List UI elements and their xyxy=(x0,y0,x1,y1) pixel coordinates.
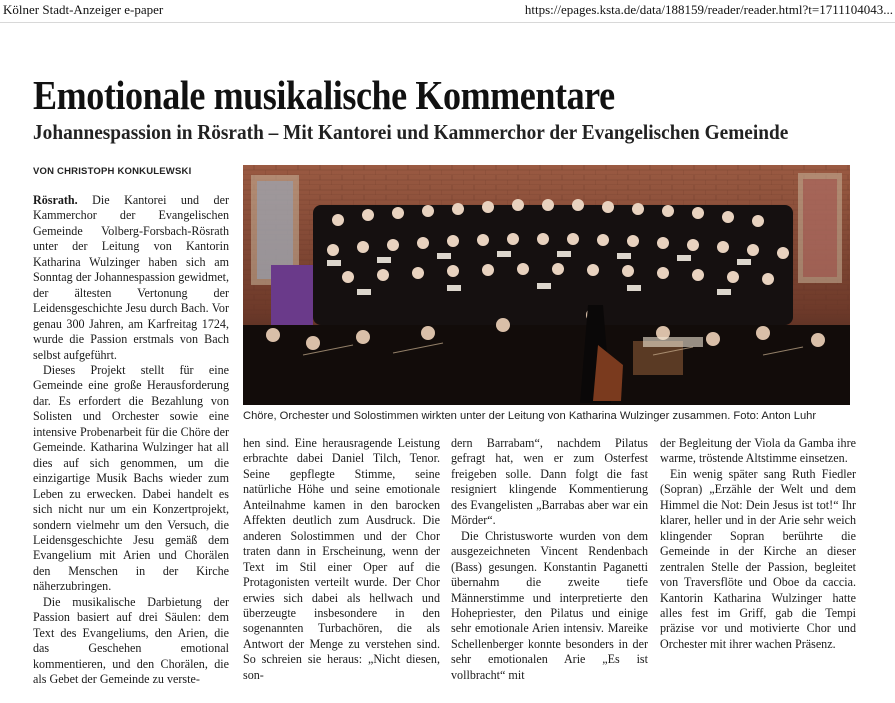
article-column-3 xyxy=(451,436,648,682)
choir-concert-photo xyxy=(243,165,850,405)
photo-illustration xyxy=(243,165,850,405)
article-byline: VON CHRISTOPH KONKULEWSKI xyxy=(33,166,192,177)
paragraph-4: hen sind. Eine herausragende Leistung erbrachte dabei Daniel Tilch, Tenor. Seine gepflegte Stimme, seine natürliche Höhe und seine emotionale Anteilnahme kamen in den barocken Affekten deutlich zum Ausdruck. Die anderen Solostimmen und der Chor traten dann in Erscheinung, wenn der Text im Stil einer Oper auf die Protagonisten verteilt wurde. Der Chor erwies sich dabei als hellwach und überzeugte insbesondere in den sogenannten Turbachören, die als Antwort der Menge zu verstehen sind. So schreien sie heraus: „Nicht diesen, son- xyxy=(243,436,440,682)
app-title: Kölner Stadt-Anzeiger e-paper xyxy=(3,2,164,17)
paragraph-5: dern Barrabam“, nachdem Pilatus gefragt hat, wen er zum Osterfest freigeben solle. Dann folgt die fast resigniert klingende Kommentierung des Evangelisten „Barrabas aber war ein Mörder“. xyxy=(451,436,648,528)
article-column-1 xyxy=(33,193,229,687)
page-url[interactable]: https://epages.ksta.de/data/188159/reader/reader.html?t=1711104043... xyxy=(524,2,893,17)
article-headline: Emotionale musikalische Kommentare xyxy=(33,72,615,118)
titlebar-divider xyxy=(0,22,895,23)
photo-caption: Chöre, Orchester und Solostimmen wirkten unter der Leitung von Katharina Wulzinger zusammen. Foto: Anton Luhr xyxy=(243,410,817,422)
dateline: Rösrath. xyxy=(33,193,78,207)
browser-titlebar xyxy=(0,0,895,20)
paragraph-2: Dieses Projekt stellt für eine Gemeinde eine große Herausforderung dar. Es erfordert die Bezahlung von Solisten und Orchester sowie eine intensive Probenarbeit für die Chöre der Gemeinde. Katharina Wulzinger hat all dies auf sich genommen, um die einzigartige Musik Bachs wieder zum Leben zu erwecken. Dabei handelt es sich nicht nur um ein Konzertprojekt, sondern vielmehr um den Versuch, die Leidensgeschichte Jesu gemäß dem Evangelium mit Arien und Chorälen den Menschen in der Kirche näherzubringen. xyxy=(33,362,229,594)
paragraph-6: Die Christusworte wurden von dem ausgezeichneten Vincent Rendenbach (Bass) gesungen. Konstantin Paganetti übernahm die zweite tiefe Männerstimme und interpretierte den Hohepriester, den Pilatus und einige sehr emotionale Arien intensiv. Mareike Schellenberger konnte besonders in der sehr emotionalen Arie „Es ist vollbracht“ mit xyxy=(451,528,648,682)
paragraph-1: Rösrath. Die Kantorei und der Kammerchor der Evangelischen Gemeinde Volberg-Forsbach-Rösrath unter der Leitung von Kantorin Katharina Wulzinger haben sich am Sonntag der Johannespassion gewidmet, der ältesten Vertonung der Leidensgeschichte Jesu durch Bach. Vor genau 300 Jahren, am Karfreitag 1724, wurde die Passion erstmals von Bach selbst aufgeführt. xyxy=(33,193,229,362)
paragraph-7: der Begleitung der Viola da Gamba ihre warme, tröstende Altstimme einsetzen. xyxy=(660,436,856,466)
paragraph-3: Die musikalische Darbietung der Passion basiert auf drei Säulen: dem Text des Evangeliums, den Arien, die das Geschehen emotional kommentieren, und den Chorälen, die als Gebet der Gemeinde zu verste- xyxy=(33,594,229,687)
article-column-4 xyxy=(660,436,856,676)
article-subheadline: Johannespassion in Rösrath – Mit Kantorei und Kammerchor der Evangelischen Gemeinde xyxy=(33,120,789,144)
article-column-2 xyxy=(243,436,440,682)
paragraph-8: Ein wenig später sang Ruth Fiedler (Sopran) „Erzähle der Welt und dem Himmel die Not: Dein Jesus ist tot!“ Ihr klarer, heller und in der Arie sehr weich klingender Sopran berührte die Gemeinde in der Kirche an dieser zentralen Stelle der Passion, begleitet von Traversflöte und Oboe da caccia. Kantorin Katharina Wulzinger hatte alles fest im Griff, gab die Tempi präzise vor und motivierte Chor und Orchester mit ihrer wachen Präsenz. xyxy=(660,466,856,651)
